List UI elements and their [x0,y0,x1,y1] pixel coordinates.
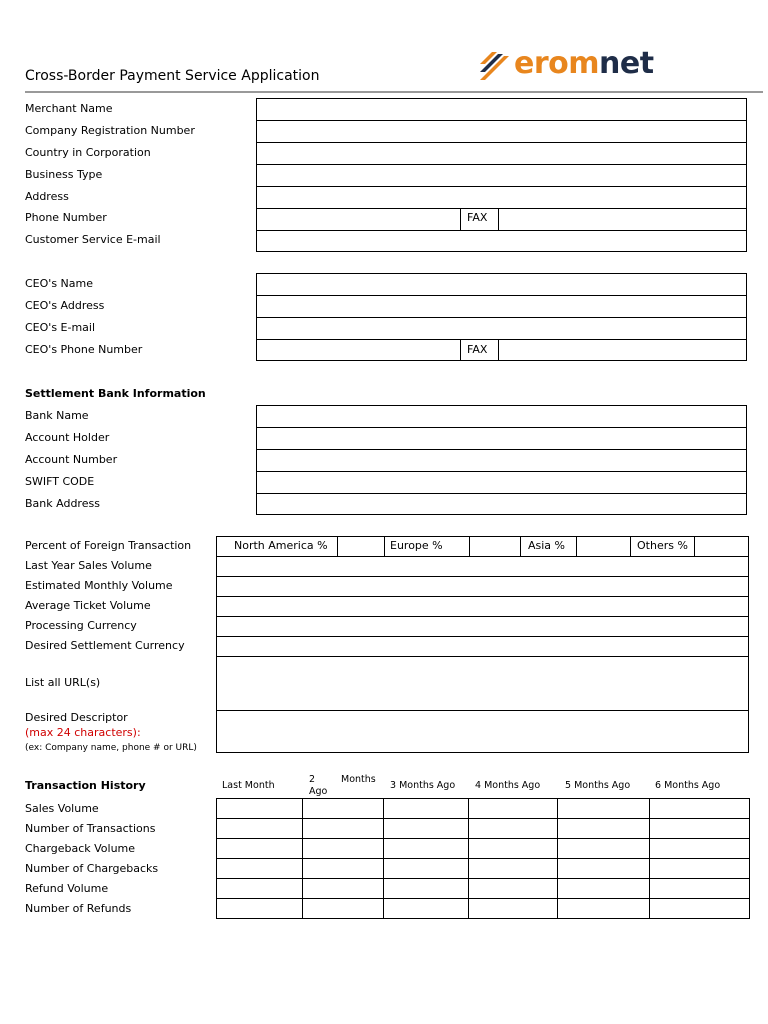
est-monthly-field[interactable] [216,576,749,597]
processing-currency-field[interactable] [216,616,749,637]
history-cell[interactable] [216,838,303,859]
history-cell[interactable] [649,858,750,879]
history-cell[interactable] [216,878,303,899]
history-cell[interactable] [557,898,650,919]
history-cell[interactable] [216,858,303,879]
label-ceo-name: CEO's Name [25,277,93,290]
avg-ticket-field[interactable] [216,596,749,617]
history-cell[interactable] [383,858,469,879]
col-2-months-c: Ago [309,786,328,797]
ceo-name-field[interactable] [256,273,747,296]
label-bank-name: Bank Name [25,409,89,422]
account-holder-field[interactable] [256,427,747,450]
label-est-monthly: Estimated Monthly Volume [25,579,173,592]
label-descriptor-example: (ex: Company name, phone # or URL) [25,743,197,753]
history-cell[interactable] [649,878,750,899]
history-cell[interactable] [216,818,303,839]
history-cell[interactable] [649,898,750,919]
history-cell[interactable] [383,798,469,819]
label-ceo-address: CEO's Address [25,299,105,312]
ceo-fax-label: FAX [467,343,488,356]
history-cell[interactable] [649,838,750,859]
ceo-phone-field[interactable] [256,339,461,361]
history-row-label: Number of Chargebacks [25,862,159,875]
account-number-field[interactable] [256,449,747,472]
label-descriptor: Desired Descriptor [25,711,128,724]
bank-name-field[interactable] [256,405,747,428]
history-cell[interactable] [557,798,650,819]
brand-wordmark [514,46,654,81]
bank-section-heading: Settlement Bank Information [25,387,206,400]
label-business-type: Business Type [25,168,103,181]
address-field[interactable] [256,186,747,209]
brand-prefix: erom [514,46,600,81]
label-last-year-sales: Last Year Sales Volume [25,559,152,572]
urls-field[interactable] [216,656,749,711]
col-6-months: 6 Months Ago [655,780,721,791]
label-bank-address: Bank Address [25,497,100,510]
merchant-name-field[interactable] [256,98,747,121]
history-row-label: Number of Refunds [25,902,132,915]
north-america-field[interactable] [337,536,385,557]
company-registration-field[interactable] [256,120,747,143]
label-country: Country in Corporation [25,146,151,159]
history-cell[interactable] [302,898,384,919]
history-cell[interactable] [383,818,469,839]
phone-field[interactable] [256,208,461,231]
label-phone: Phone Number [25,211,107,224]
history-cell[interactable] [557,818,650,839]
asia-field[interactable] [576,536,631,557]
history-cell[interactable] [383,898,469,919]
history-cell[interactable] [302,838,384,859]
settlement-currency-field[interactable] [216,636,749,657]
label-processing-currency: Processing Currency [25,619,137,632]
history-cell[interactable] [383,878,469,899]
country-field[interactable] [256,142,747,165]
title-divider [25,91,763,93]
history-cell[interactable] [557,878,650,899]
history-cell[interactable] [302,878,384,899]
col-5-months: 5 Months Ago [565,780,631,791]
label-swift: SWIFT CODE [25,475,95,488]
others-label: Others % [637,539,688,552]
label-account-number: Account Number [25,453,118,466]
history-row-label: Sales Volume [25,802,99,815]
page-title: Cross-Border Payment Service Application [25,68,320,84]
label-company-registration: Company Registration Number [25,124,195,137]
history-cell[interactable] [302,818,384,839]
europe-label: Europe % [390,539,443,552]
history-cell[interactable] [649,798,750,819]
label-settlement-currency: Desired Settlement Currency [25,639,185,652]
asia-label: Asia % [528,539,566,552]
europe-field[interactable] [469,536,521,557]
col-2-months-b: Months [341,774,376,785]
bank-address-field[interactable] [256,493,747,515]
history-cell[interactable] [216,898,303,919]
fax-field[interactable] [498,208,747,231]
history-cell[interactable] [468,898,558,919]
history-cell[interactable] [557,858,650,879]
ceo-email-field[interactable] [256,317,747,340]
label-avg-ticket: Average Ticket Volume [25,599,151,612]
cs-email-field[interactable] [256,230,747,252]
eromnet-logo [478,46,654,86]
swift-field[interactable] [256,471,747,494]
label-descriptor-max: (max 24 characters): [25,726,141,739]
label-cs-email: Customer Service E-mail [25,233,161,246]
label-ceo-email: CEO's E-mail [25,321,96,334]
col-3-months: 3 Months Ago [390,780,456,791]
history-cell[interactable] [216,798,303,819]
label-ceo-phone: CEO's Phone Number [25,343,143,356]
stripes-logo-icon [478,50,512,84]
col-4-months: 4 Months Ago [475,780,541,791]
col-2-months-a: 2 [309,774,316,785]
history-cell[interactable] [302,798,384,819]
history-cell[interactable] [468,878,558,899]
col-last-month: Last Month [222,780,275,791]
history-cell[interactable] [302,858,384,879]
history-cell[interactable] [383,838,469,859]
label-percent-foreign: Percent of Foreign Transaction [25,539,192,552]
business-type-field[interactable] [256,164,747,187]
history-cell[interactable] [468,798,558,819]
others-field[interactable] [694,536,749,557]
history-row-label: Number of Transactions [25,822,156,835]
last-year-sales-field[interactable] [216,556,749,577]
label-merchant-name: Merchant Name [25,102,113,115]
history-section-heading: Transaction History [25,779,146,792]
history-cell[interactable] [557,838,650,859]
history-cell[interactable] [468,858,558,879]
label-address: Address [25,190,69,203]
brand-suffix: net [599,46,654,81]
label-urls: List all URL(s) [25,676,101,689]
ceo-address-field[interactable] [256,295,747,318]
history-cell[interactable] [468,838,558,859]
history-row-label: Chargeback Volume [25,842,136,855]
descriptor-field[interactable] [216,710,749,753]
ceo-fax-field[interactable] [498,339,747,361]
label-account-holder: Account Holder [25,431,110,444]
history-cell[interactable] [468,818,558,839]
north-america-label: North America % [234,539,328,552]
fax-label: FAX [467,211,488,224]
history-row-label: Refund Volume [25,882,109,895]
history-cell[interactable] [649,818,750,839]
